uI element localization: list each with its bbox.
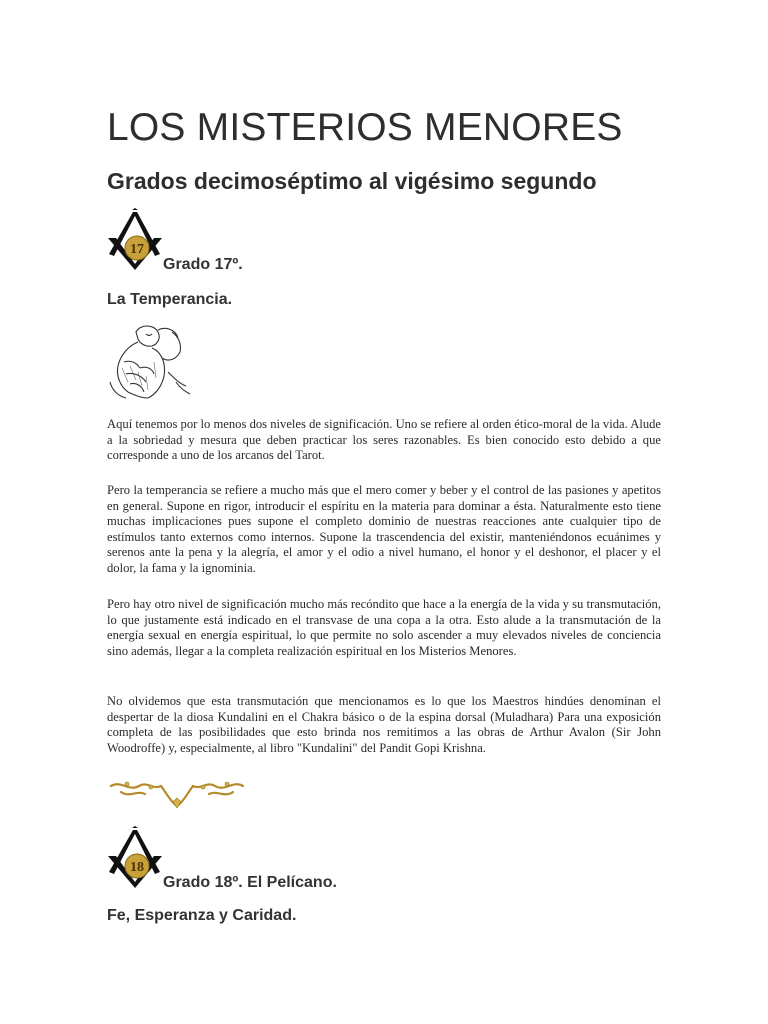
paragraph-2: Pero la temperancia se refiere a mucho más que el mero comer y beber y el control de las pasiones y apetitos en general. Supone en rigor, introducir el espíritu en la materia para dominar a ésta. Naturalmente esto tiene muchas implicaciones pues supone el completo dominio de nuestras reacciones ante cualquier tipo de estímulos tanto externos como internos. Supone la trascendencia del existir, manteniéndonos ecuánimes y serenos ante la pena y la alegría, el amor y el odio a nivel humano, el honor y el deshonor, el placer y el dolor, la fama y la ignominia. bbox=[107, 483, 661, 575]
grade-17-label: Grado 17º. bbox=[163, 256, 243, 273]
page-title: LOS MISTERIOS MENORES bbox=[107, 106, 623, 149]
page-subtitle: Grados decimoséptimo al vigésimo segundo bbox=[107, 168, 597, 194]
grade-18-label: Grado 18º. El Pelícano. bbox=[163, 874, 337, 891]
square-compass-emblem-icon bbox=[106, 208, 164, 270]
section-heading-fe-esperanza-caridad: Fe, Esperanza y Caridad. bbox=[107, 907, 297, 924]
paragraph-1: Aquí tenemos por lo menos dos niveles de significación. Uno se refiere al orden ético-moral de la vida. Alude a la sobriedad y mesura que deben practicar los seres razonables. Es bien conocido esto debido a que corresponde a uno de los arcanos del Tarot. bbox=[107, 417, 661, 463]
paragraph-3: Pero hay otro nivel de significación mucho más recóndito que hace a la energía de la vida y su transmutación, lo que justamente está indicado en el transvase de una copa a la otra. Esto alude a la transmutación de la energía sexual en energía espiritual, lo que permite no solo ascender a muy elevados niveles de conciencia sino además, llegar a la completa realización espiritual en los Misterios Menores. bbox=[107, 597, 661, 658]
temperance-figure-icon bbox=[106, 322, 192, 400]
emblem-number: 18 bbox=[130, 860, 144, 875]
section-heading-temperancia: La Temperancia. bbox=[107, 291, 233, 308]
square-compass-emblem-icon bbox=[106, 826, 164, 888]
paragraph-4: No olvidemos que esta transmutación que mencionamos es lo que los Maestros hindúes denominan el despertar de la diosa Kundalini en el Chakra básico o de la espina dorsal (Muladhara) Para una exposición completa de las posibilidades que esto brinda nos remitimos a las obras de Arthur Avalon (Sir John Woodroffe) y, especialmente, al libro "Kundalini" del Pandit Gopi Krishna. bbox=[107, 694, 661, 755]
gold-scroll-divider-icon bbox=[107, 772, 247, 810]
emblem-number: 17 bbox=[130, 242, 144, 257]
